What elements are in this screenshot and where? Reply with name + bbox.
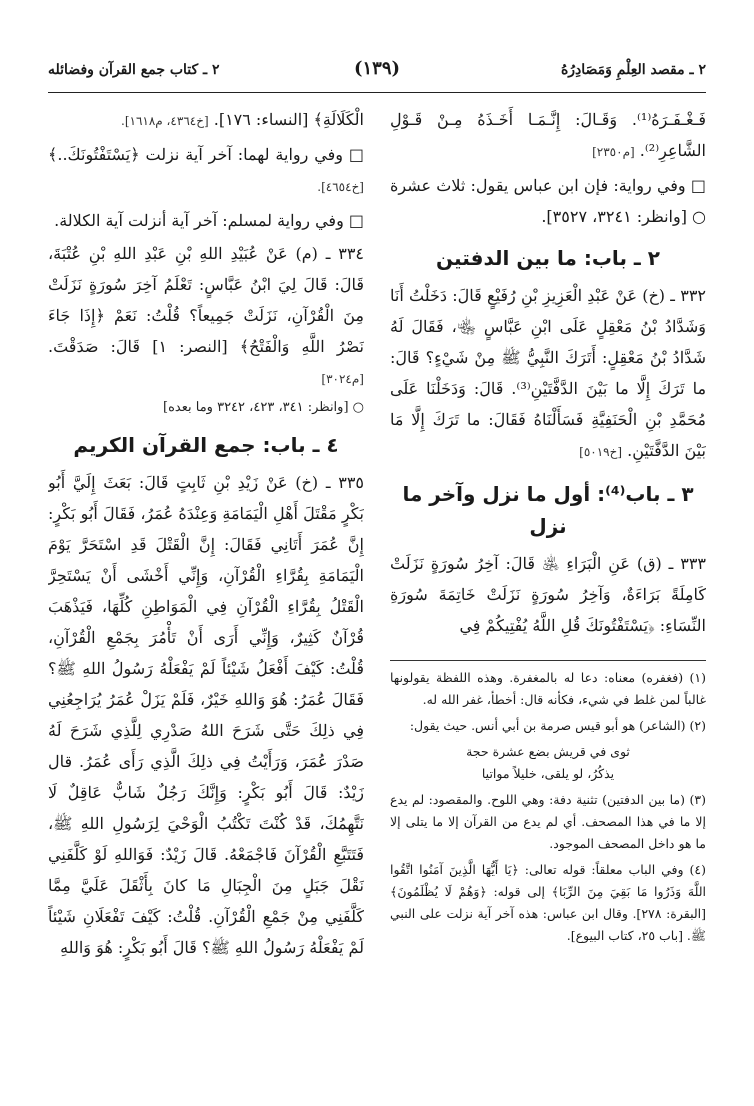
header-book-title: ٢ ـ كتاب جمع القرآن وفضائله	[48, 62, 220, 78]
reference: [م٢٣٥٠]	[592, 145, 635, 159]
footnote: (١) (فغفره) معناه: دعا له بالمغفرة. وهذه اللفظة يقولونها غالباً لمن غلط في شيء، فكأنه قال: أخطأ، غفر الله له.	[390, 670, 706, 707]
poem-line: ثوى في قريش بضع عشرة حجة	[466, 744, 630, 759]
text: ٣٣٤ ـ (م) عَنْ عُبَيْدِ اللهِ بْنِ عَبْدِ اللهِ بْنِ عُتْبَةَ، قَالَ: قَالَ لِيَ ابْنُ عَبَّاسٍ: تَعْلَمُ آخِرَ سُورَةٍ نَزَلَتْ مِنَ الْقُرْآنِ، نَزَلَتْ جَمِيعاً؟ قُلْتُ: نَعَمْ ﴿إِذَا جَاءَ نَصْرُ اللَّهِ وَالْفَتْحُ﴾ [النصر: ١] قَالَ: صَدَقْتَ.	[48, 244, 364, 356]
reference: [م٣٠٢٤]	[321, 372, 364, 386]
footnote: (٢) (الشاعر) هو أبو قيس صرمة بن أبي أنس. حيث يقول:	[409, 718, 706, 733]
footnote-divider	[390, 660, 706, 661]
chapter-heading: ٣ ـ باب⁽⁴⁾: أول ما نزل وآخر ما نزل	[402, 482, 694, 538]
text: الْكَلَالَةِ﴾ [النساء: ١٧٦].	[213, 110, 364, 129]
text: ٣٣٢ ـ (خ) عَنْ عَبْدِ الْعَزِيزِ بْنِ رُفَيْعٍ قَالَ: دَخَلْتُ أَنَا وَشَدَّادُ بْنُ مَعْقِلٍ عَلَى ابْنِ عَبَّاسٍ ﵄، فَقَالَ لَهُ شَدَّادُ بْنُ مَعْقِلٍ: أَتَرَكَ النَّبِيُّ ﷺ مِنْ شَيْءٍ؟ قَالَ: ما تَرَكَ إِلَّا ما بَيْنَ الدَّفَّتَيْنِ⁽³⁾. قَالَ: وَدَخَلْنَا عَلَى مُحَمَّدِ بْنِ الْحَنَفِيَّةِ فَسَأَلْنَاهُ فَقَالَ: ما تَرَكَ إِلَّا مَا بَيْنَ الدَّفَّتَيْنِ.	[390, 286, 706, 460]
paragraph	[48, 139, 364, 203]
hadith-335: ٣٣٥ ـ (خ) عَنْ زَيْدِ بْنِ ثَابِتٍ قَالَ: بَعَثَ إِلَيَّ أَبُو بَكْرٍ مَقْتَلَ أَهْلِ الْيَمَامَةِ وَعِنْدَهُ عُمَرُ، فَقَالَ أَبُو بَكْرٍ: إِنَّ عُمَرَ أَتَانِي فَقَالَ: إِنَّ الْقَتْلَ قَدِ اسْتَحَرَّ يَوْمَ الْيَمَامَةِ بِقُرَّاءِ الْقُرْآنِ، وَإِنِّي أَخْشَى أَنْ يَسْتَحِرَّ الْقَتْلُ بِقُرَّاءِ الْقُرْآنِ فِي الْمَوَاطِنِ كُلِّهَا، فَيَذْهَبَ قُرْآنٌ كَثِيرٌ، وَإِنِّي أَرَى أَنْ تَأْمُرَ بِجَمْعِ الْقُرْآنِ، قُلْتُ: كَيْفَ أَفْعَلُ شَيْئاً لَمْ يَفْعَلْهُ رَسُولُ اللهِ ﷺ؟ فَقَالَ عُمَرُ: هُوَ وَاللهِ خَيْرٌ، فَلَمْ يَزَلْ عُمَرُ يُرَاجِعُنِي فِي ذلِكَ حَتَّى شَرَحَ اللهُ صَدْرِي لِلَّذِي شَرَحَ لَهُ صَدْرَ عُمَرَ، وَرَأَيْتُ فِي ذلِكَ الَّذِي رَأَى عُمَرُ. قال زَيْدٌ: قَالَ أَبُو بَكْرٍ: وَإِنَّكَ رَجُلٌ شَابٌّ عَاقِلٌ لَا نَتَّهِمُكَ، قَدْ كُنْتَ تَكْتُبُ الْوَحْيَ لِرَسُولِ اللهِ ﷺ، فَتَتَبَّعِ الْقُرْآنَ فَاجْمَعْهُ. قَالَ زَيْدٌ: فَوَاللهِ لَوْ كَلَّفَنِي نَقْلَ جَبَلٍ مِنَ الْجِبَالِ مَا كانَ بِأَثْقَلَ عَلَيَّ مِمَّا كَلَّفَنِي مِنْ جَمْعِ الْقُرْآنِ. قُلْتُ: كَيْفَ تَفْعَلَانِ شَيْئاً لَمْ يَفْعَلْهُ رَسُولُ اللهِ ﷺ؟ قَالَ أَبُو بَكْرٍ: هُوَ وَاللهِ	[48, 473, 364, 957]
reference: [خ٤٦٥٤].	[317, 180, 364, 194]
right-column	[390, 104, 706, 652]
paragraph: □ وفي رواية: فإن ابن عباس يقول: ثلاث عشرة ○ [وانظر: ٣٢٤١، ٣٥٢٧].	[390, 176, 706, 226]
reference: [خ٤٣٦٤، م١٦١٨].	[121, 114, 209, 128]
text: □ وفي رواية لهما: آخر آية نزلت ﴿يَسْتَفْتُونَكَ..﴾	[48, 145, 364, 164]
running-header	[48, 58, 706, 88]
paragraph	[390, 104, 706, 168]
poem-line: يذكُرُ، لو يلقى، خليلاً مواتيا	[481, 766, 615, 781]
paragraph	[48, 104, 364, 137]
page-number: (١٣٩)	[353, 58, 401, 79]
header-divider	[48, 92, 706, 93]
hadith-333: ٣٣٣ ـ (ق) عَنِ الْبَرَاءِ ﵁ قَالَ: آخِرُ سُورَةٍ نَزَلَتْ كَامِلَةً بَرَاءَةٌ، وَآخِرُ سُورَةٍ نَزَلَتْ خَاتِمَةَ سُورَةِ النِّسَاءِ: ﴿يَسْتَفْتُونَكَ قُلِ اللَّهُ يُفْتِيكُمْ فِي	[390, 554, 706, 635]
header-section-title: ٢ ـ مقصد العِلْمِ وَمَصَادِرُهُ	[560, 62, 706, 78]
paragraph: □ وفي رواية لمسلم: آخر آية أنزلت آية الكلالة.	[54, 211, 364, 230]
reference: [خ٥٠١٩]	[579, 445, 623, 459]
text: فَـغْـفَـرَهُ⁽¹⁾. وَقَـالَ: إِنَّـمَـا أَخَـذَهُ مِـنْ قَـوْلِ الشَّاعِرِ⁽²⁾.	[390, 110, 706, 160]
footnote: (٤) وفي الباب معلقاً: قوله تعالى: ﴿يَا أَيُّهَا الَّذِينَ آمَنُوا اتَّقُوا اللَّهَ وَذَرُوا مَا بَقِيَ مِنَ الرِّبَا﴾ إلى قوله: ﴿وَهُمْ لَا يُظْلَمُونَ﴾ [البقرة: ٢٧٨]. وقال ابن عباس: هذه آخر آية نزلت على النبي ﷺ. [باب ٢٥، كتاب البيوع].	[390, 862, 706, 943]
footnote: (٣) (ما بين الدفتين) تثنية دفة: وهي اللوح. والمقصود: لم يدع إلا ما في هذا المصحف. أي لم يدع من القرآن إلا ما يتلى إلا ما هو داخل المصحف الموجود.	[390, 792, 706, 851]
hadith-332	[390, 280, 706, 468]
hadith-334	[48, 238, 364, 395]
footnotes	[390, 660, 706, 1100]
cross-reference: ○ [وانظر: ٣٤١، ٤٢٣، ٣٢٤٢ وما بعده]	[163, 400, 364, 415]
chapter-heading: ٢ ـ باب: ما بين الدفتين	[436, 246, 660, 270]
left-column	[48, 104, 364, 1094]
chapter-heading: ٤ ـ باب: جمع القرآن الكريم	[73, 433, 339, 457]
